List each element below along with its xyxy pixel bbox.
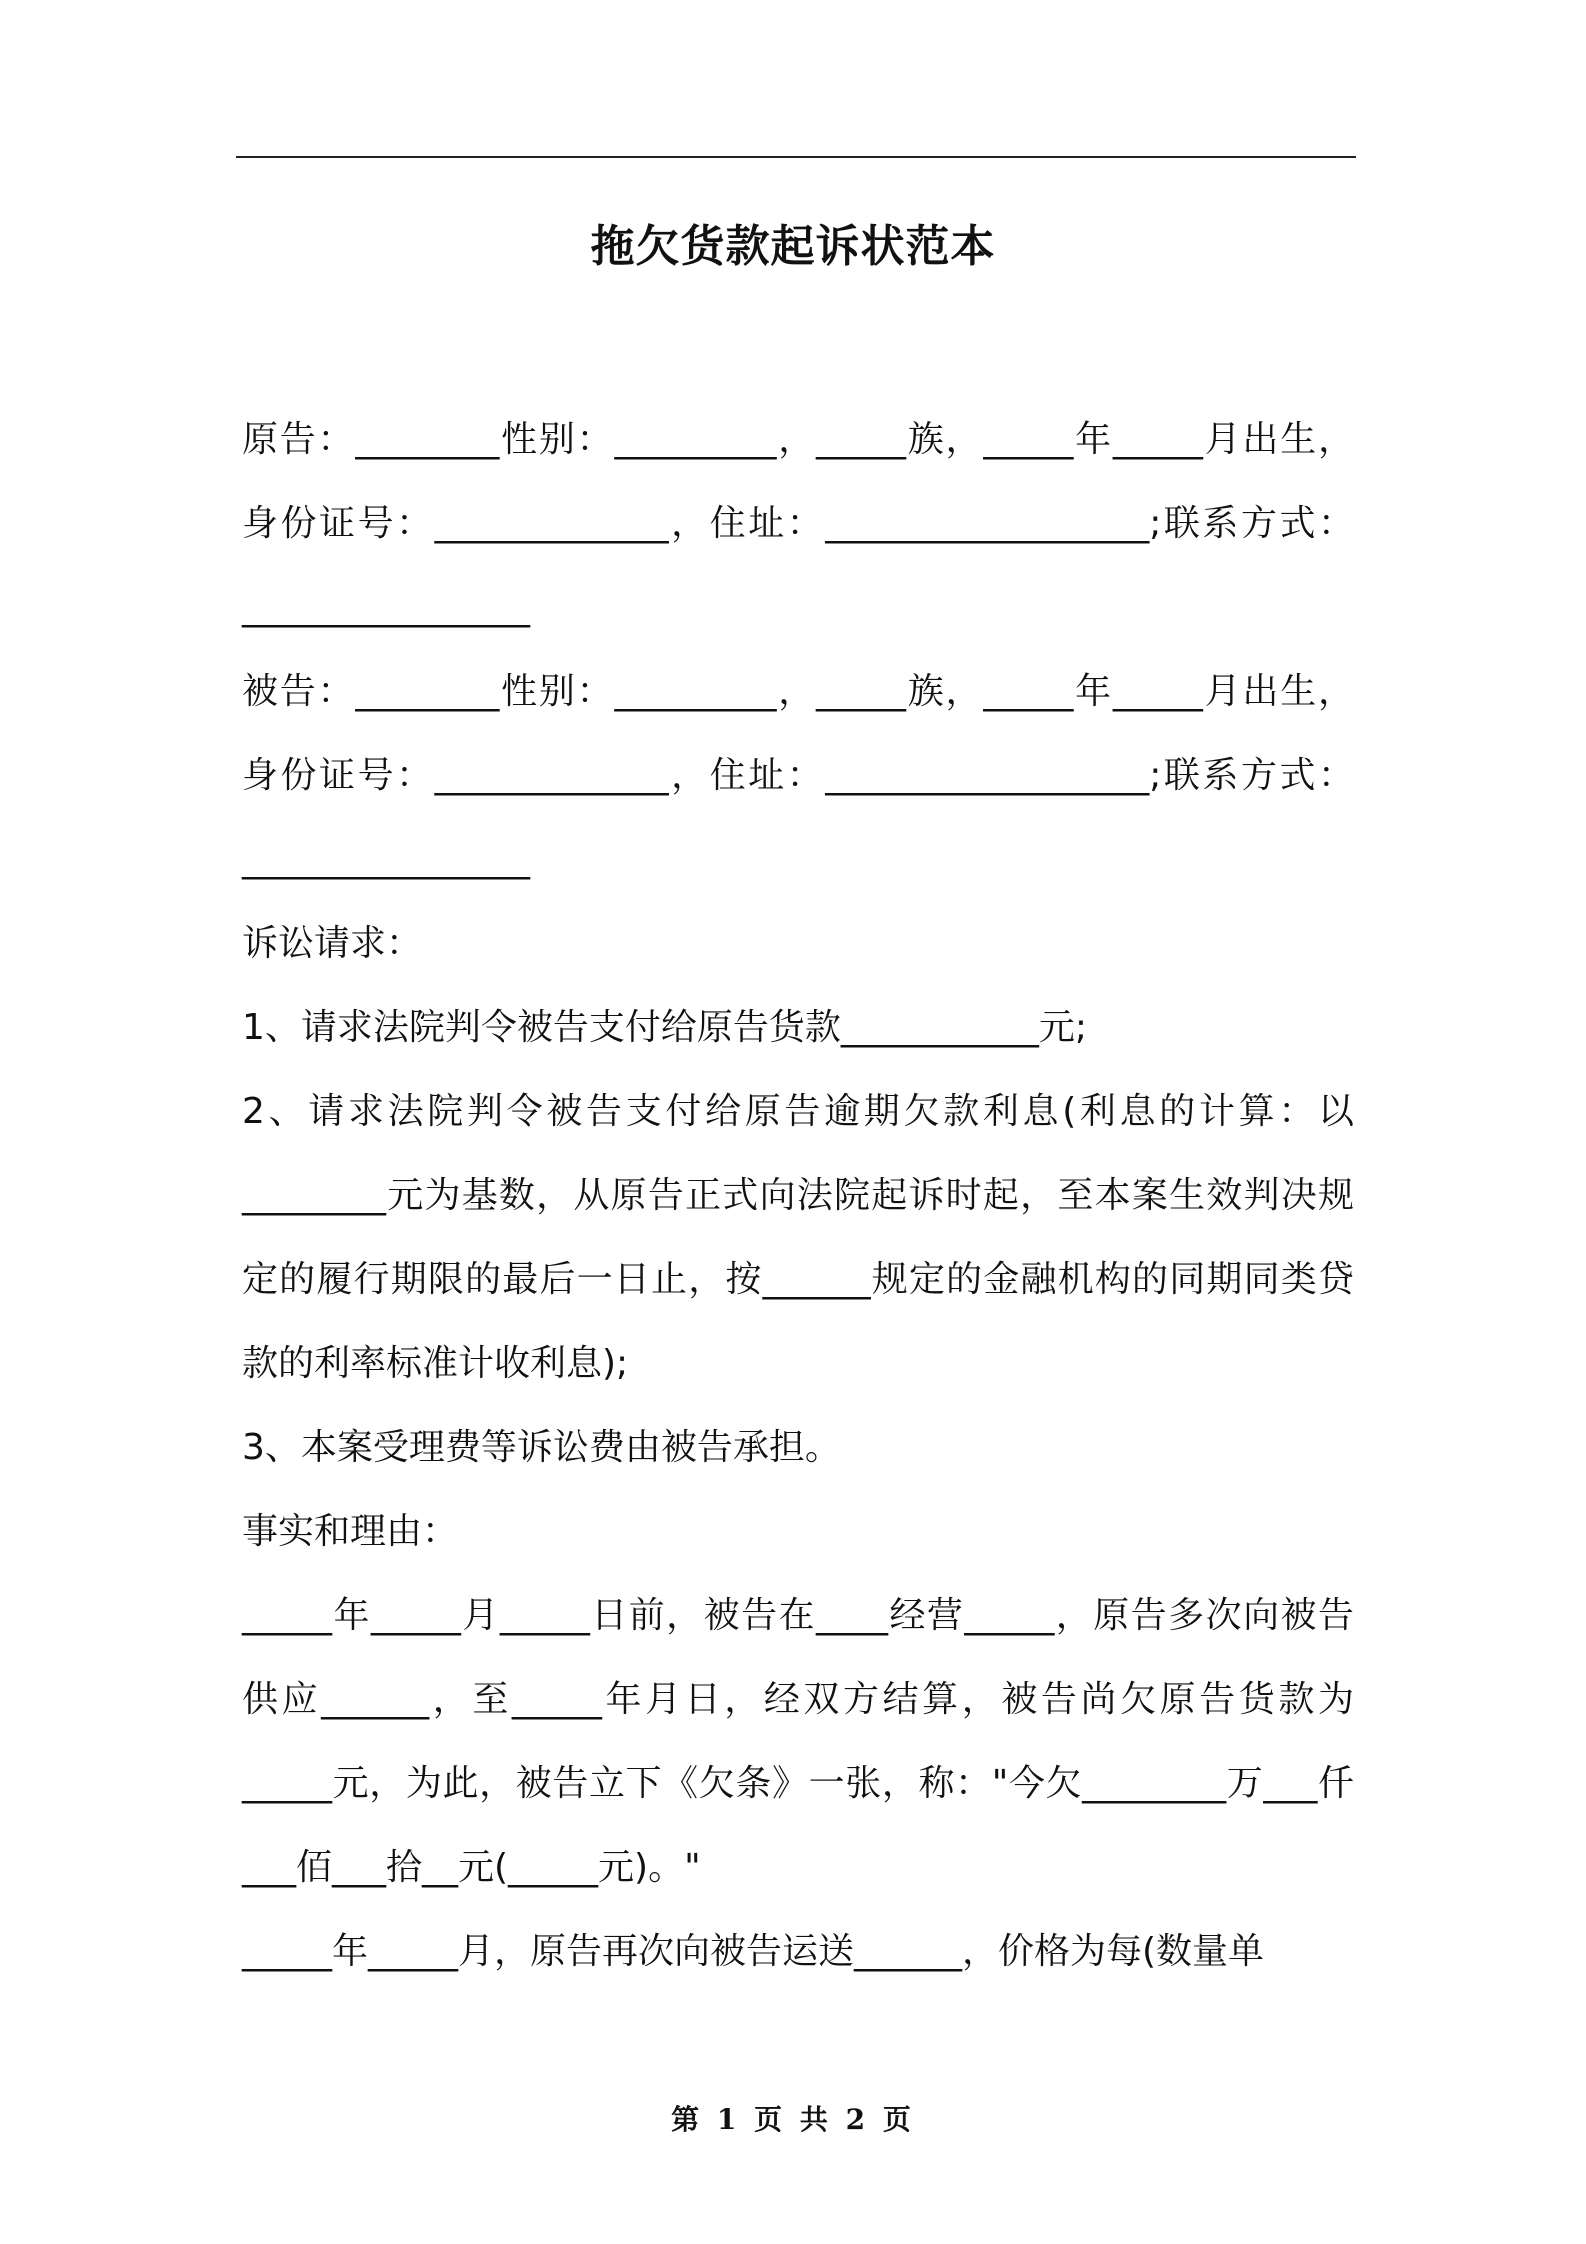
- document-title: 拖欠货款起诉状范本: [590, 221, 996, 272]
- document-body: [242, 398, 1354, 1994]
- facts-heading: 事实和理由：: [242, 1511, 459, 1552]
- facts-paragraph-2: _____年_____月，原告再次向被告运送______，价格为每(数量单: [242, 1931, 1265, 1972]
- claim-item-1: 1、请求法院判令被告支付给原告货款___________元;: [242, 1007, 1088, 1048]
- plaintiff-paragraph: 原告：________性别：_________，_____族，_____年_____月出生，身份证号：_____________，住址：__________________;联系方式：________________: [242, 419, 1354, 628]
- facts-paragraph-1: _____年_____月_____日前，被告在____经营_____，原告多次向被告供应______，至_____年月日，经双方结算，被告尚欠原告货款为_____元，为此，被告立下《欠条》一张，称："今欠________万___仟___佰___拾__元(_____元)。": [242, 1595, 1354, 1888]
- claim-item-3: 3、本案受理费等诉讼费由被告承担。: [242, 1427, 841, 1468]
- page-number: 第 1 页 共 2 页: [671, 2103, 915, 2136]
- defendant-paragraph: 被告：________性别：_________，_____族，_____年_____月出生，身份证号：_____________，住址：__________________;联系方式：________________: [242, 671, 1354, 880]
- claim-item-2: 2、请求法院判令被告支付给原告逾期欠款利息(利息的计算：以________元为基数，从原告正式向法院起诉时起，至本案生效判决规定的履行期限的最后一日止，按______规定的金融机构的同期同类贷款的利率标准计收利息);: [242, 1091, 1354, 1384]
- claims-heading: 诉讼请求：: [242, 923, 423, 964]
- header-rule: [236, 156, 1356, 158]
